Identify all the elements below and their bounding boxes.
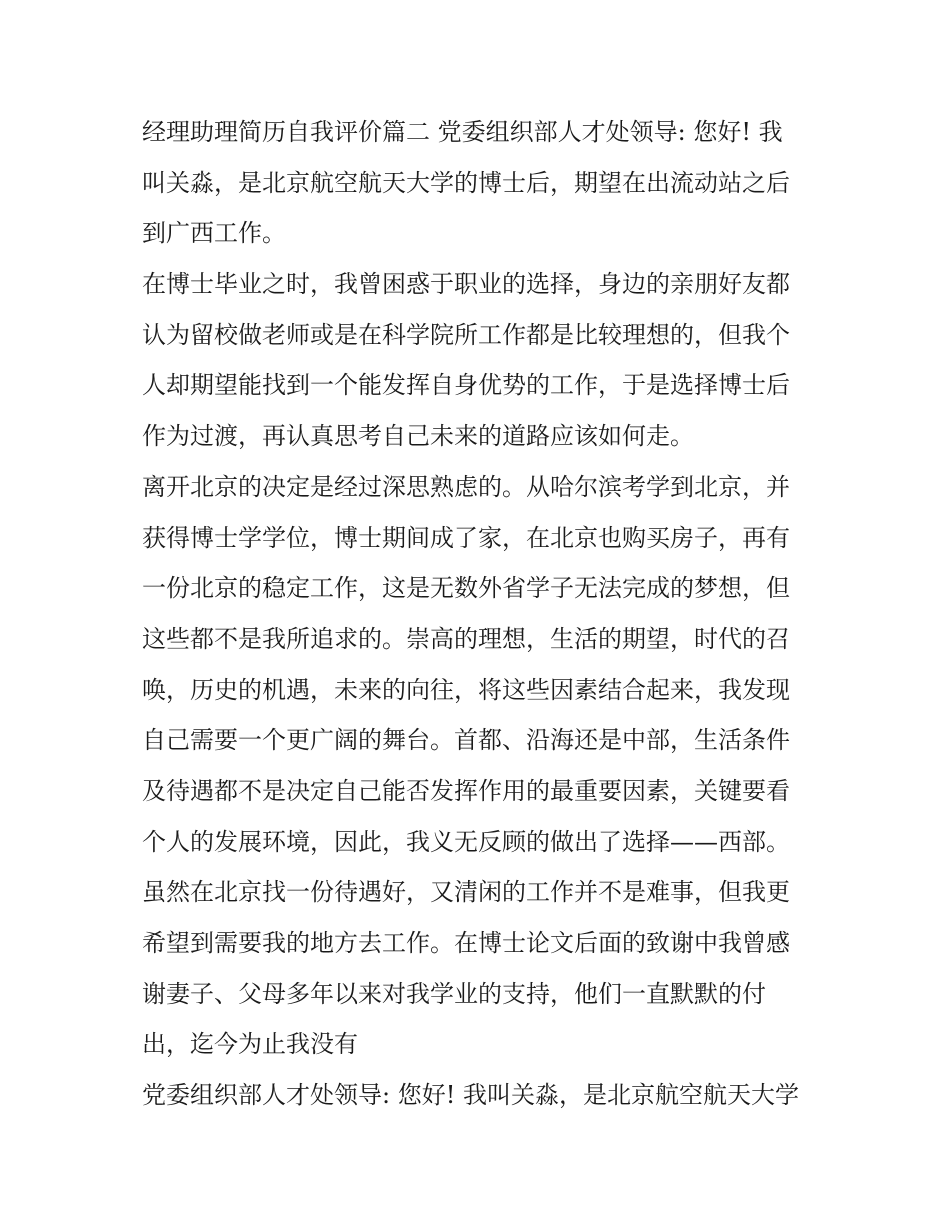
text-line: 离开北京的决定是经过深思熟虑的。从哈尔滨考学到北京，并 bbox=[142, 472, 790, 501]
text-line: 一份北京的稳定工作，这是无数外省学子无法完成的梦想，但 bbox=[142, 574, 790, 603]
text-line: 自己需要一个更广阔的舞台。首都、沿海还是中部，生活条件 bbox=[142, 726, 790, 755]
text-line: 在博士毕业之时，我曾困惑于职业的选择，身边的亲朋好友都 bbox=[142, 270, 790, 299]
text-line: 叫关淼，是北京航空航天大学的博士后，期望在出流动站之后 bbox=[142, 168, 790, 197]
text-line: 个人的发展环境，因此，我义无反顾的做出了选择——西部。 bbox=[142, 827, 790, 856]
text-line: 作为过渡，再认真思考自己未来的道路应该如何走。 bbox=[142, 422, 694, 451]
text-line: 到广西工作。 bbox=[142, 219, 286, 248]
text-line: 这些都不是我所追求的。崇高的理想，生活的期望，时代的召 bbox=[142, 624, 790, 653]
text-line: 人却期望能找到一个能发挥自身优势的工作，于是选择博士后 bbox=[142, 371, 790, 400]
text-line: 及待遇都不是决定自己能否发挥作用的最重要因素，关键要看 bbox=[142, 776, 790, 805]
text-line: 虽然在北京找一份待遇好，又清闲的工作并不是难事，但我更 bbox=[142, 878, 790, 907]
text-line: 唤，历史的机遇，未来的向往，将这些因素结合起来，我发现 bbox=[142, 675, 790, 704]
text-line: 经理助理简历自我评价篇二 党委组织部人才处领导: 您好! 我 bbox=[142, 118, 783, 146]
text-line: 认为留校做老师或是在科学院所工作都是比较理想的，但我个 bbox=[142, 320, 790, 349]
document-body bbox=[142, 107, 817, 1121]
text-line: 出，迄今为止我没有 bbox=[142, 1030, 358, 1059]
text-line: 获得博士学学位，博士期间成了家，在北京也购买房子，再有 bbox=[142, 523, 790, 552]
text-line: 党委组织部人才处领导: 您好! 我叫关淼，是北京航空航天大学 bbox=[142, 1081, 799, 1110]
text-line: 谢妻子、父母多年以来对我学业的支持，他们一直默默的付 bbox=[142, 979, 766, 1008]
text-line: 希望到需要我的地方去工作。在博士论文后面的致谢中我曾感 bbox=[142, 929, 790, 957]
